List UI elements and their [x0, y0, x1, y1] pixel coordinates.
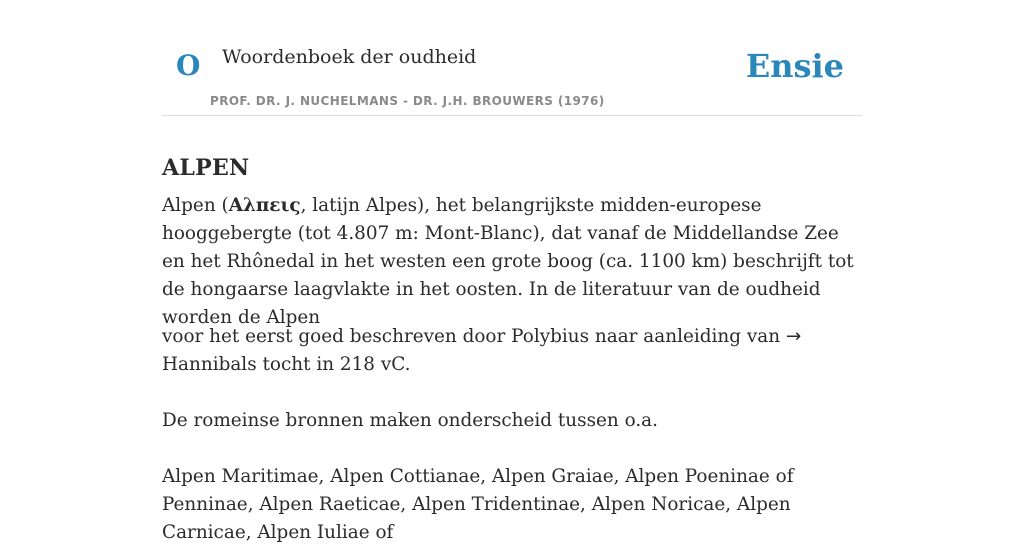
- dictionary-letter[interactable]: O: [176, 49, 201, 82]
- greek-term: Αλπεις: [228, 195, 301, 216]
- entry-paragraph-3: De romeinse bronnen maken onderscheid tussen o.a.: [162, 410, 658, 431]
- entry-paragraph-4: Alpen Maritimae, Alpen Cottianae, Alpen Graiae, Alpen Poeninae of Penninae, Alpen Raeticae, Alpen Tridentinae, Alpen Noricae, Alpen Carnicae, Alpen Iuliae of: [162, 466, 794, 543]
- cross-reference-arrow-icon: →: [785, 326, 802, 347]
- page-content: [162, 0, 862, 543]
- entry-text: voor het eerst goed beschreven door Polybius naar aanleiding van: [162, 326, 786, 347]
- entry-text: , latijn Alpes), het belangrijkste midden-europese hooggebergte (tot 4.807 m: Mont-Blanc), dat vanaf de Middellandse Zee en het Rhônedal in het westen een grote boog (ca. 1100 km) beschrijft tot de hongaarse laagvlakte in het oosten. In de literatuur van de oudheid worden de Alpen: [162, 195, 854, 328]
- dictionary-header: [162, 0, 862, 116]
- entry-title: ALPEN: [162, 154, 250, 181]
- dictionary-authors: PROF. DR. J. NUCHELMANS - DR. J.H. BROUWERS (1976): [210, 94, 605, 108]
- dictionary-title[interactable]: Woordenboek der oudheid: [222, 46, 477, 68]
- entry-paragraph-1: [162, 192, 862, 332]
- cross-reference-link[interactable]: Hannibals tocht in 218 vC.: [162, 354, 411, 375]
- entry-paragraph-2: [162, 323, 862, 379]
- entry-text: Alpen (: [162, 195, 229, 216]
- ensie-logo[interactable]: Ensie: [745, 47, 844, 85]
